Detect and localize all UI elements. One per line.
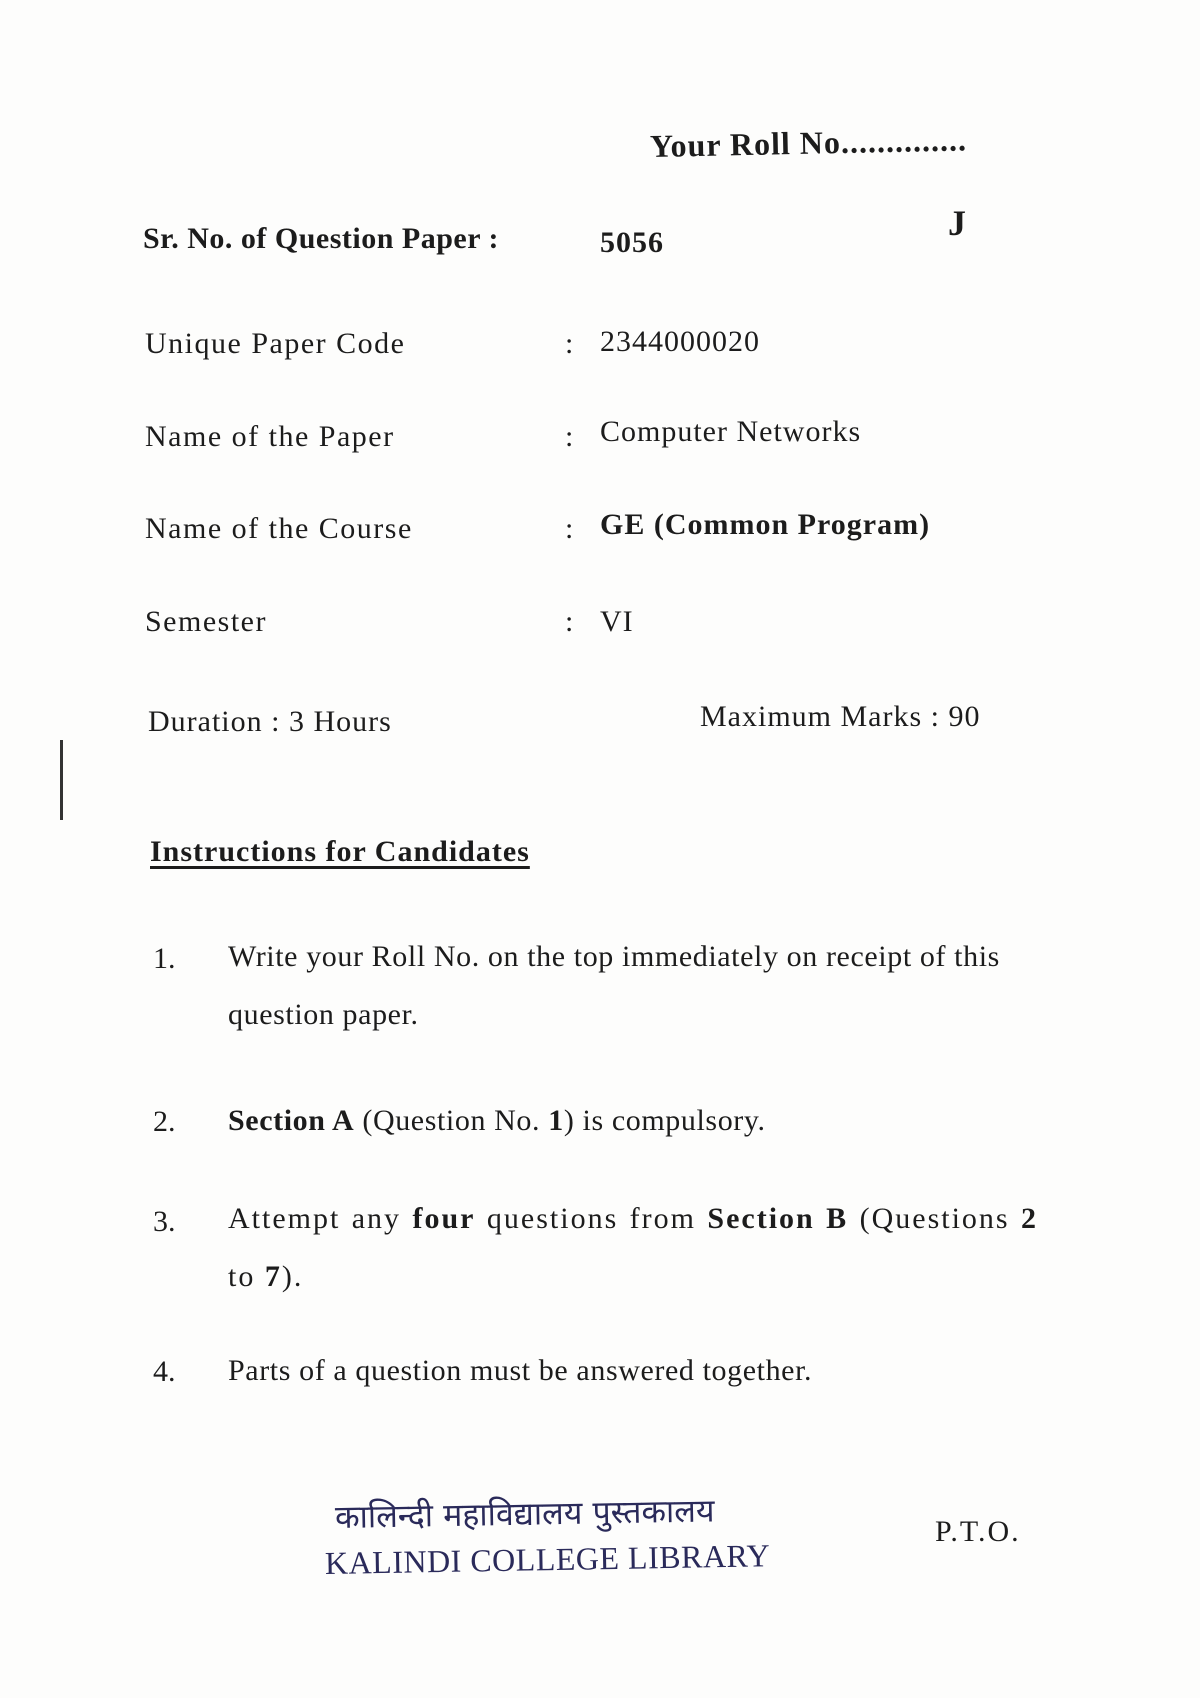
field-colon: : [565,327,574,360]
sr-no-value: 5056 [600,226,664,259]
pto-label: P.T.O. [935,1515,1021,1548]
unique-paper-code-value: 2344000020 [600,325,760,358]
maximum-marks: Maximum Marks : 90 [700,700,981,733]
instruction-item-1: Write your Roll No. on the top immediately on receipt of this question paper. [228,940,1000,1031]
instruction-number: 1. [153,942,176,975]
instructions-heading: Instructions for Candidates [150,835,530,868]
course-name-value: GE (Common Program) [600,508,931,541]
instruction-item-3: Attempt any four questions from Section B (Questions 2 to 7). [228,1202,1039,1293]
semester-label: Semester [145,605,267,638]
library-stamp-hindi: कालिन्दी महाविद्यालय पुस्तकालय [334,1491,715,1536]
roll-number-field: Your Roll No.............. [649,121,968,164]
instruction-number: 3. [153,1205,176,1238]
section-b-label: Section B [707,1202,849,1235]
instruction-number: 2. [153,1105,176,1138]
instruction-item-2: Section A (Question No. 1) is compulsory. [228,1104,766,1137]
margin-mark [60,740,63,820]
paper-name-label: Name of the Paper [145,420,395,453]
course-name-label: Name of the Course [145,512,413,545]
section-a-label: Section A [228,1104,355,1137]
instruction-number: 4. [153,1355,176,1388]
field-colon: : [565,605,574,638]
duration: Duration : 3 Hours [148,705,392,738]
semester-value: VI [600,605,634,638]
sr-no-label: Sr. No. of Question Paper : [143,222,500,255]
set-letter: J [948,203,966,243]
unique-paper-code-label: Unique Paper Code [145,327,406,360]
instruction-item-4: Parts of a question must be answered together. [228,1354,813,1387]
field-colon: : [565,420,574,453]
field-colon: : [565,512,574,545]
library-stamp-english: KALINDI COLLEGE LIBRARY [324,1537,771,1581]
paper-name-value: Computer Networks [600,415,862,448]
